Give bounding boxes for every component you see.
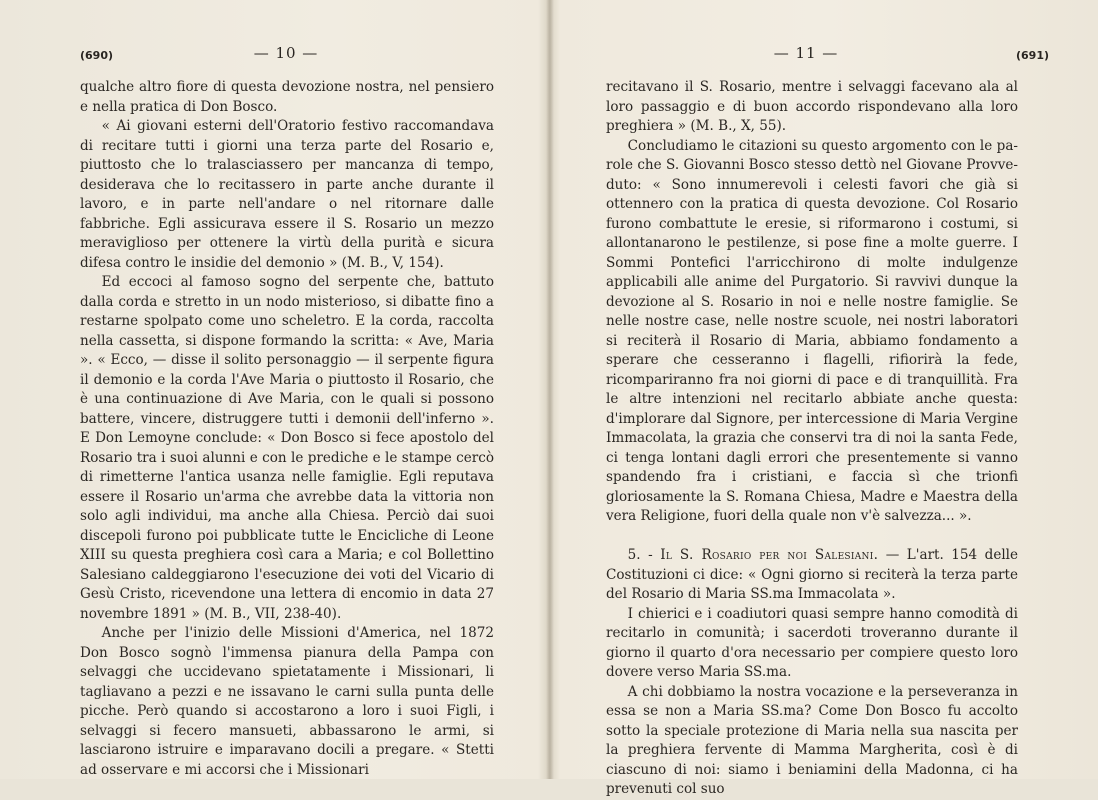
- right-page-body: [606, 78, 1018, 800]
- paragraph: Ed eccoci al famoso sogno del serpente che, battuto dalla corda e stretto in un nodo misterioso, si dibatte fino a restarne spolpato come uno scheletro. E la corda, raccolta nella cassetta, si dispone formando la scritta: « Ave, Maria ». « Ecco, — disse il solito personaggio — il serpente figura il demonio e la corda l'Ave Maria o piuttosto il Rosario, che è una continuazione di Ave Maria, con le quali si possono battere, vincere, distruggere tutti i demonii dell'inferno ». E Don Lemoyne conclude: « Don Bosco si fece apostolo del Rosario tra i suoi alunni e con le prediche e le stampe cercò di rimetterne l'antica usanza nelle famiglie. Egli reputava essere il Rosario un'arma che avrebbe data la vittoria non solo agli individui, ma anche alla Chiesa. Perciò dai suoi discepoli furono poi pubblicate tutte le Encicliche di Leone XIII su questa preghiera così cara a Maria; e col Bollettino Salesiano caldeggiarono l'esecuzione dei voti del Vicario di Gesù Cristo, ricevendone una lettera di encomio in data 27 novembre 1891 » (M. B., VII, 238-40).: [80, 274, 494, 622]
- section-paragraph: [606, 546, 1018, 605]
- left-page-number: — 10 —: [253, 44, 319, 62]
- right-page-header: [550, 46, 1098, 66]
- section-text: — L'art. 154 delle Costituzioni ci dice: « Ogni giorno si reciterà la terza parte del Rosario di Maria SS.ma Immacolata ».: [606, 547, 1019, 602]
- paragraph: qualche altro fiore di questa devozione nostra, nel pensiero e nella pratica di Don Bosco.: [80, 79, 494, 115]
- paragraph: Anche per l'inizio delle Missioni d'America, nel 1872 Don Bosco sognò l'immensa pianura della Pampa con selvaggi che uccidevano spietatamente i Missionari, li tagliavano a pezzi e ne issavano le carni sulla punta delle picche. Però quando si accostarono a loro i suoi Figli, i selvaggi si fecero mansueti, abbassarono le armi, si lasciarono istruire e imparavano docili a pregare. « Stetti ad osservare e mi accorsi che i Missionari: [80, 625, 494, 778]
- paragraph: I chierici e i coadiutori quasi sempre hanno comodità di recitarlo in comunità; i sacerdoti troveranno durante il giorno il quarto d'ora necessario per compiere questo loro dovere verso Maria SS.ma.: [606, 605, 1018, 680]
- right-folio: (691): [1016, 49, 1050, 62]
- left-page: [0, 0, 548, 779]
- paragraph: Concludiamo le citazioni su questo argomento con le parole che S. Giovanni Bosco stesso dettò nel Giovane Provveduto: « Sono innumerevoli i celesti favori che già si ottennero con la pratica di questa devozione. Col Rosario furono combattute le eresie, si riformarono i costumi, si allontanarono le pestilenze, si pose fine a molte guerre. I Sommi Pontefici l'arricchirono di molte indulgenze applicabili alle anime del Purgatorio. Si ravvivi dunque la devozione al S. Rosario in noi e nelle nostre famiglie. Se nelle nostre case, nelle nostre scuole, nei nostri laboratori si reciterà il Rosario di Maria, abbiamo fondamento a sperare che cesseranno i flagelli, rifiorirà la fede, ricompariranno fra noi giorni di pace e di tranquillità. Fra le altre intenzioni nel recitarlo abbiate anche questa: d'implorare dal Signore, per intercessione di Maria Vergine Immacolata, la grazia che conservi tra di noi la santa Fede, ci tenga lontani dagli errori che presentemente si vanno spandendo fra i cristiani, e faccia sì che trionfi gloriosamente la S. Romana Chiesa, Madre e Maestra della vera Religione, fuori della quale non v'è salvezza... ».: [606, 137, 1018, 524]
- left-folio: (690): [80, 49, 114, 62]
- left-page-header: [0, 46, 548, 66]
- paragraph: recitavano il S. Rosario, mentre i selvaggi facevano ala al loro passaggio e di buon accordo rispondevano alla loro preghiera » (M. B., X, 55).: [606, 79, 1018, 134]
- right-page-number: — 11 —: [773, 44, 839, 62]
- section-heading: Il S. Rosario per noi Salesiani.: [660, 547, 879, 563]
- paragraph: A chi dobbiamo la nostra vocazione e la perseveranza in essa se non a Maria SS.ma? Come Don Bosco fu accolto sotto la speciale protezione di Maria nella sua nascita per la preghiera fervente di Mamma Margherita, così è di ciascuno di noi: siamo i beniamini della Madonna, ci ha prevenuti col suo: [606, 683, 1018, 797]
- right-page: [550, 0, 1098, 797]
- left-page-body: [80, 78, 494, 780]
- section-number: 5. -: [627, 547, 653, 563]
- paragraph: « Ai giovani esterni dell'Oratorio festivo raccomandava di recitare tutti i giorni una terza parte del Rosario e, piuttosto che lo tralasciassero per mancanza di tempo, desiderava che lo recitassero in parte anche durante il lavoro, e in parte nell'andare o nel ritornare dalle fabbriche. Egli assicurava essere il S. Rosario un mezzo meraviglioso per ottenere la virtù della purità e sicura difesa contro le insidie del demonio » (M. B., V, 154).: [80, 118, 494, 271]
